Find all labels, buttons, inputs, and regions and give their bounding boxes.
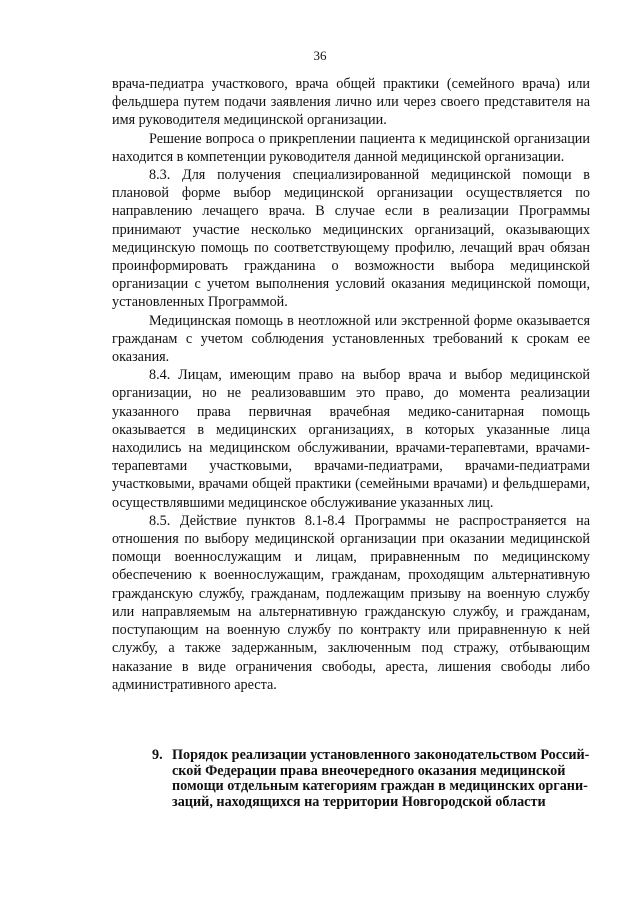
section-heading [152,748,592,810]
paragraph-attachment-decision: Решение вопроса о прикреплении пациента к медицинской организации находится в компетенции руководителя данной медицинской организации. [112,130,590,165]
paragraph-emergency-care: Медицинская помощь в неотложной или экстренной форме оказывается гражданам с учетом соблюдения установленных требований к срокам ее оказания. [112,312,590,366]
section-title-line: помощи отдельным категориям граждан в медицинских органи- [172,778,588,794]
paragraph-8-3: 8.3. Для получения специализированной медицинской помощи в плановой форме выбор медицинской организации осуществляется по направлению лечащего врача. В случае если в реализации Программы принимают участие несколько медицинских организаций, оказывающих медицинскую помощь по соответствующему профилю, лечащий врач обязан проинформировать гражданина о возможности выбора медицинской организации с учетом выполнения условий оказания медицинской помощи, установленных Программой. [112,167,590,311]
paragraph-continuation: врача-педиатра участкового, врача общей практики (семейного врача) или фельдшера путем подачи заявления лично или через своего представителя на имя руководителя медицинской организации. [112,76,590,129]
body-text [112,75,590,694]
section-title-line: заций, находящихся на территории Новгородской области [172,793,546,810]
section-title-line: ской Федерации права внеочередного оказания медицинской [172,762,566,779]
section-title [172,748,592,810]
paragraph-8-4: 8.4. Лицам, имеющим право на выбор врача и выбор медицинской организации, но не реализовавшим это право, до момента реализации указанного права первичная врачебная медико-санитарная помощь оказывается в медицинских организациях, в которых указанные лица находились на медицинском обслуживании, врачами-терапевтами, врачами-терапевтами участковыми, врачами-педиатрами, врачами-педиатрами участковыми, врачами общей практики (семейными врачами) и фельдшерами, осуществлявшими медицинское обслуживание указанных лиц. [112,367,590,511]
section-number: 9. [152,747,163,763]
paragraph-8-5: 8.5. Действие пунктов 8.1-8.4 Программы не распространяется на отношения по выбору медицинской организации при оказании медицинской помощи военнослужащим и лицам, приравненным по медицинскому обеспечению к военнослужащим, гражданам, проходящим альтернативную гражданскую службу, гражданам, подлежащим призыву на военную службу или направляемым на альтернативную гражданскую службу, и гражданам, поступающим на военную службу по контракту или приравненную к ней службу, а также задержанным, заключенным под стражу, отбывающим наказание в виде ограничения свободы, ареста, лишения свободы либо административного ареста. [112,512,590,693]
page-number: 36 [313,48,327,63]
section-title-line: Порядок реализации установленного законодательством Россий- [172,747,590,763]
